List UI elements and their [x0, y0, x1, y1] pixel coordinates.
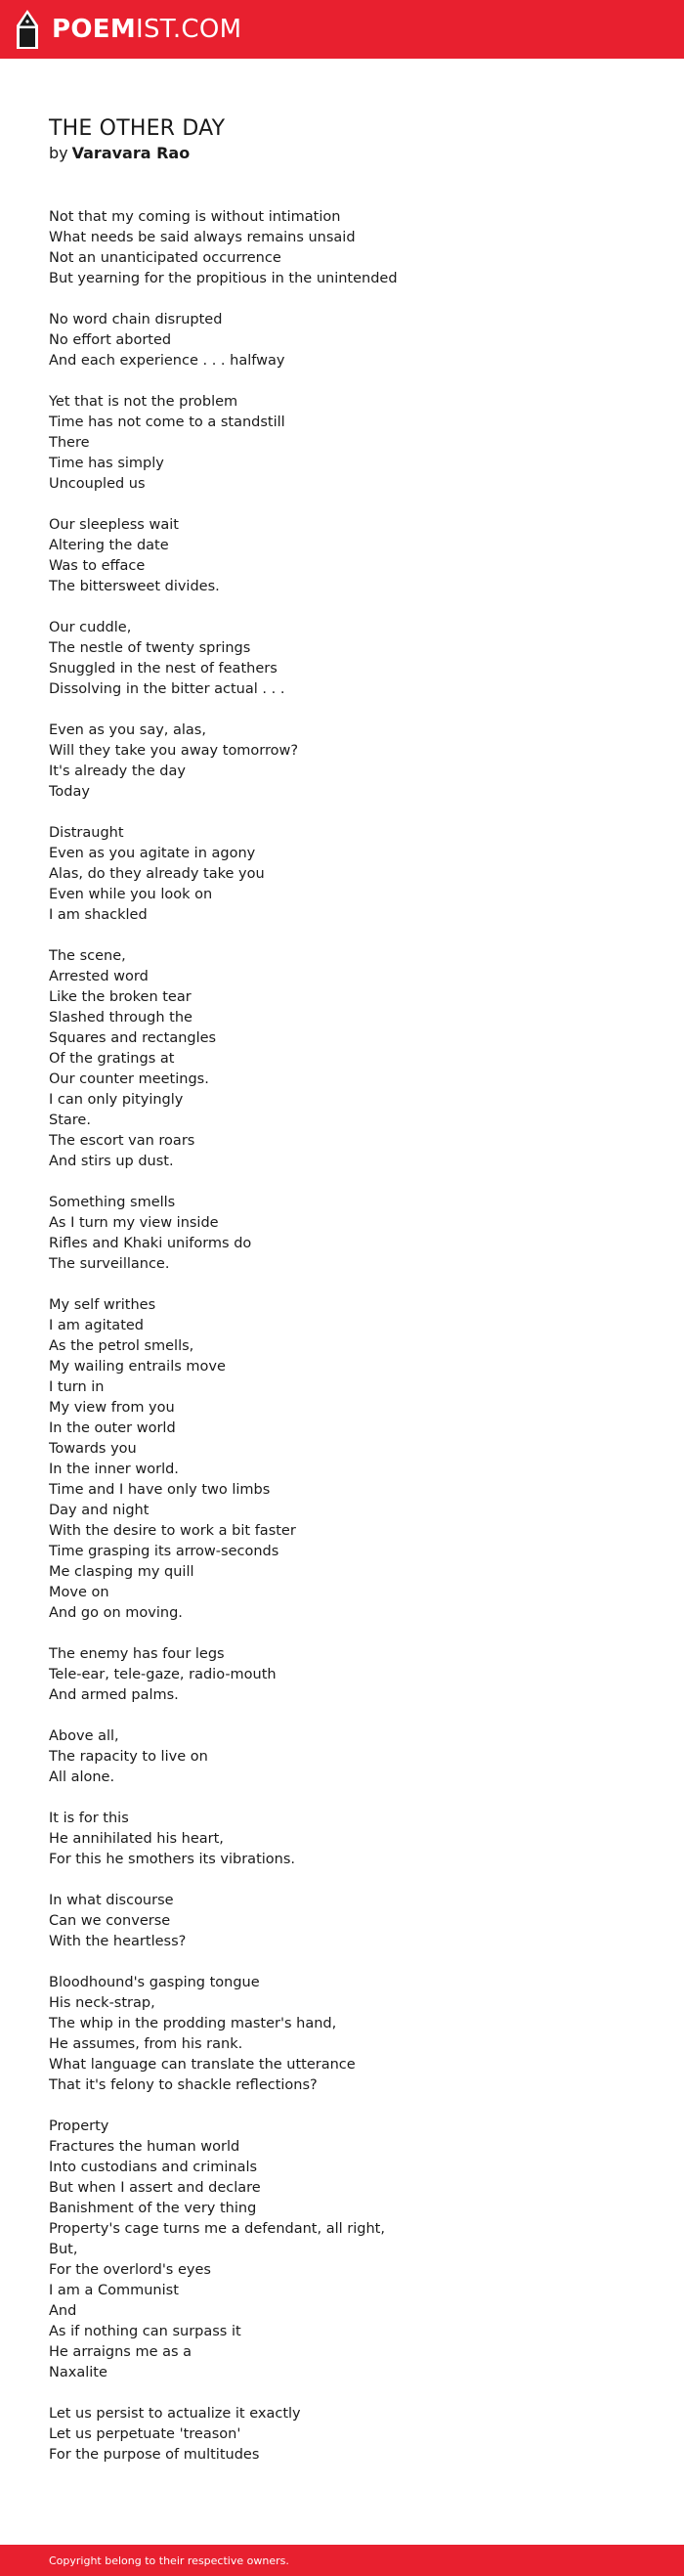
poem-line: No effort aborted: [49, 332, 172, 348]
poem-line: Yet that is not the problem: [49, 394, 238, 410]
poem-line: For the overlord's eyes: [49, 2262, 211, 2278]
poem-line: The whip in the prodding master's hand,: [49, 2016, 337, 2031]
site-footer: [0, 2545, 684, 2576]
site-logo-text: [52, 17, 241, 42]
poem-line: In what discourse: [49, 1893, 174, 1908]
poem-line: I can only pityingly: [49, 1092, 184, 1108]
poem-line: As the petrol smells,: [49, 1338, 194, 1354]
poem-line: The bittersweet divides.: [49, 579, 220, 594]
poem-line: Can we converse: [49, 1913, 171, 1929]
poem-line: And go on moving.: [49, 1605, 183, 1621]
poem-line: Even while you look on: [49, 887, 213, 902]
site-logo-link[interactable]: [16, 9, 241, 50]
copyright-notice: Copyright belong to their respective owners.: [49, 2554, 289, 2567]
poem-line: What needs be said always remains unsaid: [49, 230, 356, 245]
poem-line: Was to efface: [49, 558, 146, 574]
poem-line: Our cuddle,: [49, 620, 132, 635]
poem-line: The enemy has four legs: [49, 1646, 225, 1662]
poem-line: His neck-strap,: [49, 1995, 155, 2011]
poem-line: In the inner world.: [49, 1462, 179, 1477]
poem-line: He assumes, from his rank.: [49, 2036, 243, 2052]
poem-body: [49, 207, 655, 2466]
poem-line: Like the broken tear: [49, 989, 192, 1005]
poem-line: Above all,: [49, 1728, 119, 1744]
logo-bold-part: POEM: [52, 15, 136, 44]
poem-stanza: [49, 392, 655, 495]
poem-line: Today: [49, 784, 90, 800]
poem-line: Let us perpetuate 'treason': [49, 2426, 241, 2442]
poem-line: My self writhes: [49, 1297, 156, 1313]
poem-line: No word chain disrupted: [49, 312, 223, 327]
poem-line: The nestle of twenty springs: [49, 640, 251, 656]
poem-line: And each experience . . . halfway: [49, 353, 285, 369]
poem-stanza: [49, 207, 655, 289]
poem-line: Will they take you away tomorrow?: [49, 743, 299, 759]
poem-line: Me clasping my quill: [49, 1564, 194, 1580]
poem-stanza: [49, 946, 655, 1172]
poem-stanza: [49, 1891, 655, 1952]
poem-line: My view from you: [49, 1400, 175, 1416]
poem-content: [49, 115, 655, 2486]
poem-line: Something smells: [49, 1195, 176, 1210]
poem-stanza: [49, 2117, 655, 2383]
poem-line: Banishment of the very thing: [49, 2201, 257, 2216]
poem-stanza: [49, 1809, 655, 1870]
poem-line: Distraught: [49, 825, 124, 841]
poem-stanza: [49, 618, 655, 700]
poem-line: Snuggled in the nest of feathers: [49, 661, 278, 677]
poem-stanza: [49, 515, 655, 597]
poem-line: Alas, do they already take you: [49, 866, 265, 882]
poem-line: Rifles and Khaki uniforms do: [49, 1236, 252, 1251]
poem-line: I am shackled: [49, 907, 148, 923]
poem-line: Bloodhound's gasping tongue: [49, 1975, 260, 1990]
pen-nib-icon: [16, 9, 39, 50]
poem-line: Naxalite: [49, 2365, 107, 2380]
poem-stanza: [49, 1295, 655, 1624]
logo-light-part: IST.COM: [136, 15, 242, 44]
poem-stanza: [49, 1193, 655, 1275]
poem-line: All alone.: [49, 1769, 115, 1785]
poem-line: Towards you: [49, 1441, 137, 1457]
poem-line: That it's felony to shackle reflections?: [49, 2077, 318, 2093]
poem-line: What language can translate the utterance: [49, 2057, 356, 2073]
poem-stanza: [49, 1644, 655, 1706]
poem-line: Property: [49, 2118, 109, 2134]
poem-line: I am a Communist: [49, 2283, 179, 2298]
poem-line: Slashed through the: [49, 1010, 192, 1026]
poem-line: Of the gratings at: [49, 1051, 175, 1067]
poem-line: And armed palms.: [49, 1687, 179, 1703]
poem-line: For the purpose of multitudes: [49, 2447, 260, 2463]
poem-line: With the desire to work a bit faster: [49, 1523, 296, 1539]
poem-line: For this he smothers its vibrations.: [49, 1852, 296, 1867]
poem-byline: [49, 143, 655, 164]
poem-line: Squares and rectangles: [49, 1030, 217, 1046]
poem-line: But,: [49, 2242, 78, 2257]
poem-line: There: [49, 435, 90, 451]
poem-line: Fractures the human world: [49, 2139, 240, 2155]
poem-line: Time grasping its arrow-seconds: [49, 1544, 279, 1559]
poem-line: Not an unanticipated occurrence: [49, 250, 281, 266]
poem-line: Uncoupled us: [49, 476, 146, 492]
poem-line: Let us persist to actualize it exactly: [49, 2406, 301, 2422]
poem-stanza: [49, 1973, 655, 2096]
poem-line: Time and I have only two limbs: [49, 1482, 271, 1498]
poem-line: Property's cage turns me a defendant, all right,: [49, 2221, 385, 2237]
poem-line: He annihilated his heart,: [49, 1831, 224, 1847]
site-header: [0, 0, 684, 59]
poem-line: Even as you say, alas,: [49, 722, 206, 738]
by-label: by: [49, 144, 68, 162]
poem-line: The escort van roars: [49, 1133, 195, 1149]
poem-line: As I turn my view inside: [49, 1215, 219, 1231]
poem-line: Altering the date: [49, 538, 169, 553]
poem-line: Day and night: [49, 1503, 150, 1518]
poem-line: My wailing entrails move: [49, 1359, 226, 1375]
poem-line: Even as you agitate in agony: [49, 846, 256, 861]
poem-line: And: [49, 2303, 77, 2319]
poem-title: THE OTHER DAY: [49, 116, 226, 141]
poem-line: Time has simply: [49, 456, 164, 471]
poem-line: He arraigns me as a: [49, 2344, 192, 2360]
poem-line: In the outer world: [49, 1420, 176, 1436]
poem-line: Tele-ear, tele-gaze, radio-mouth: [49, 1667, 277, 1682]
poem-line: Time has not come to a standstill: [49, 415, 285, 430]
poem-line: Move on: [49, 1585, 109, 1600]
poem-line: As if nothing can surpass it: [49, 2324, 241, 2339]
poem-line: Our counter meetings.: [49, 1071, 209, 1087]
poem-author: Varavara Rao: [71, 144, 191, 162]
poem-stanza: [49, 310, 655, 371]
poem-line: But when I assert and declare: [49, 2180, 261, 2196]
poem-line: The surveillance.: [49, 1256, 170, 1272]
poem-line: And stirs up dust.: [49, 1154, 174, 1169]
poem-line: Stare.: [49, 1113, 91, 1128]
poem-line: The scene,: [49, 948, 126, 964]
poem-line: It is for this: [49, 1811, 129, 1826]
poem-stanza: [49, 823, 655, 926]
poem-line: Arrested word: [49, 969, 149, 984]
poem-stanza: [49, 2404, 655, 2466]
poem-line: Not that my coming is without intimation: [49, 209, 341, 225]
poem-stanza: [49, 720, 655, 803]
poem-line: It's already the day: [49, 764, 186, 779]
poem-line: I turn in: [49, 1379, 105, 1395]
poem-line: Our sleepless wait: [49, 517, 179, 533]
poem-line: The rapacity to live on: [49, 1749, 208, 1765]
poem-line: But yearning for the propitious in the unintended: [49, 271, 398, 286]
poem-line: Dissolving in the bitter actual . . .: [49, 681, 285, 697]
poem-stanza: [49, 1726, 655, 1788]
poem-line: With the heartless?: [49, 1934, 187, 1949]
poem-line: I am agitated: [49, 1318, 145, 1333]
poem-line: Into custodians and criminals: [49, 2160, 258, 2175]
